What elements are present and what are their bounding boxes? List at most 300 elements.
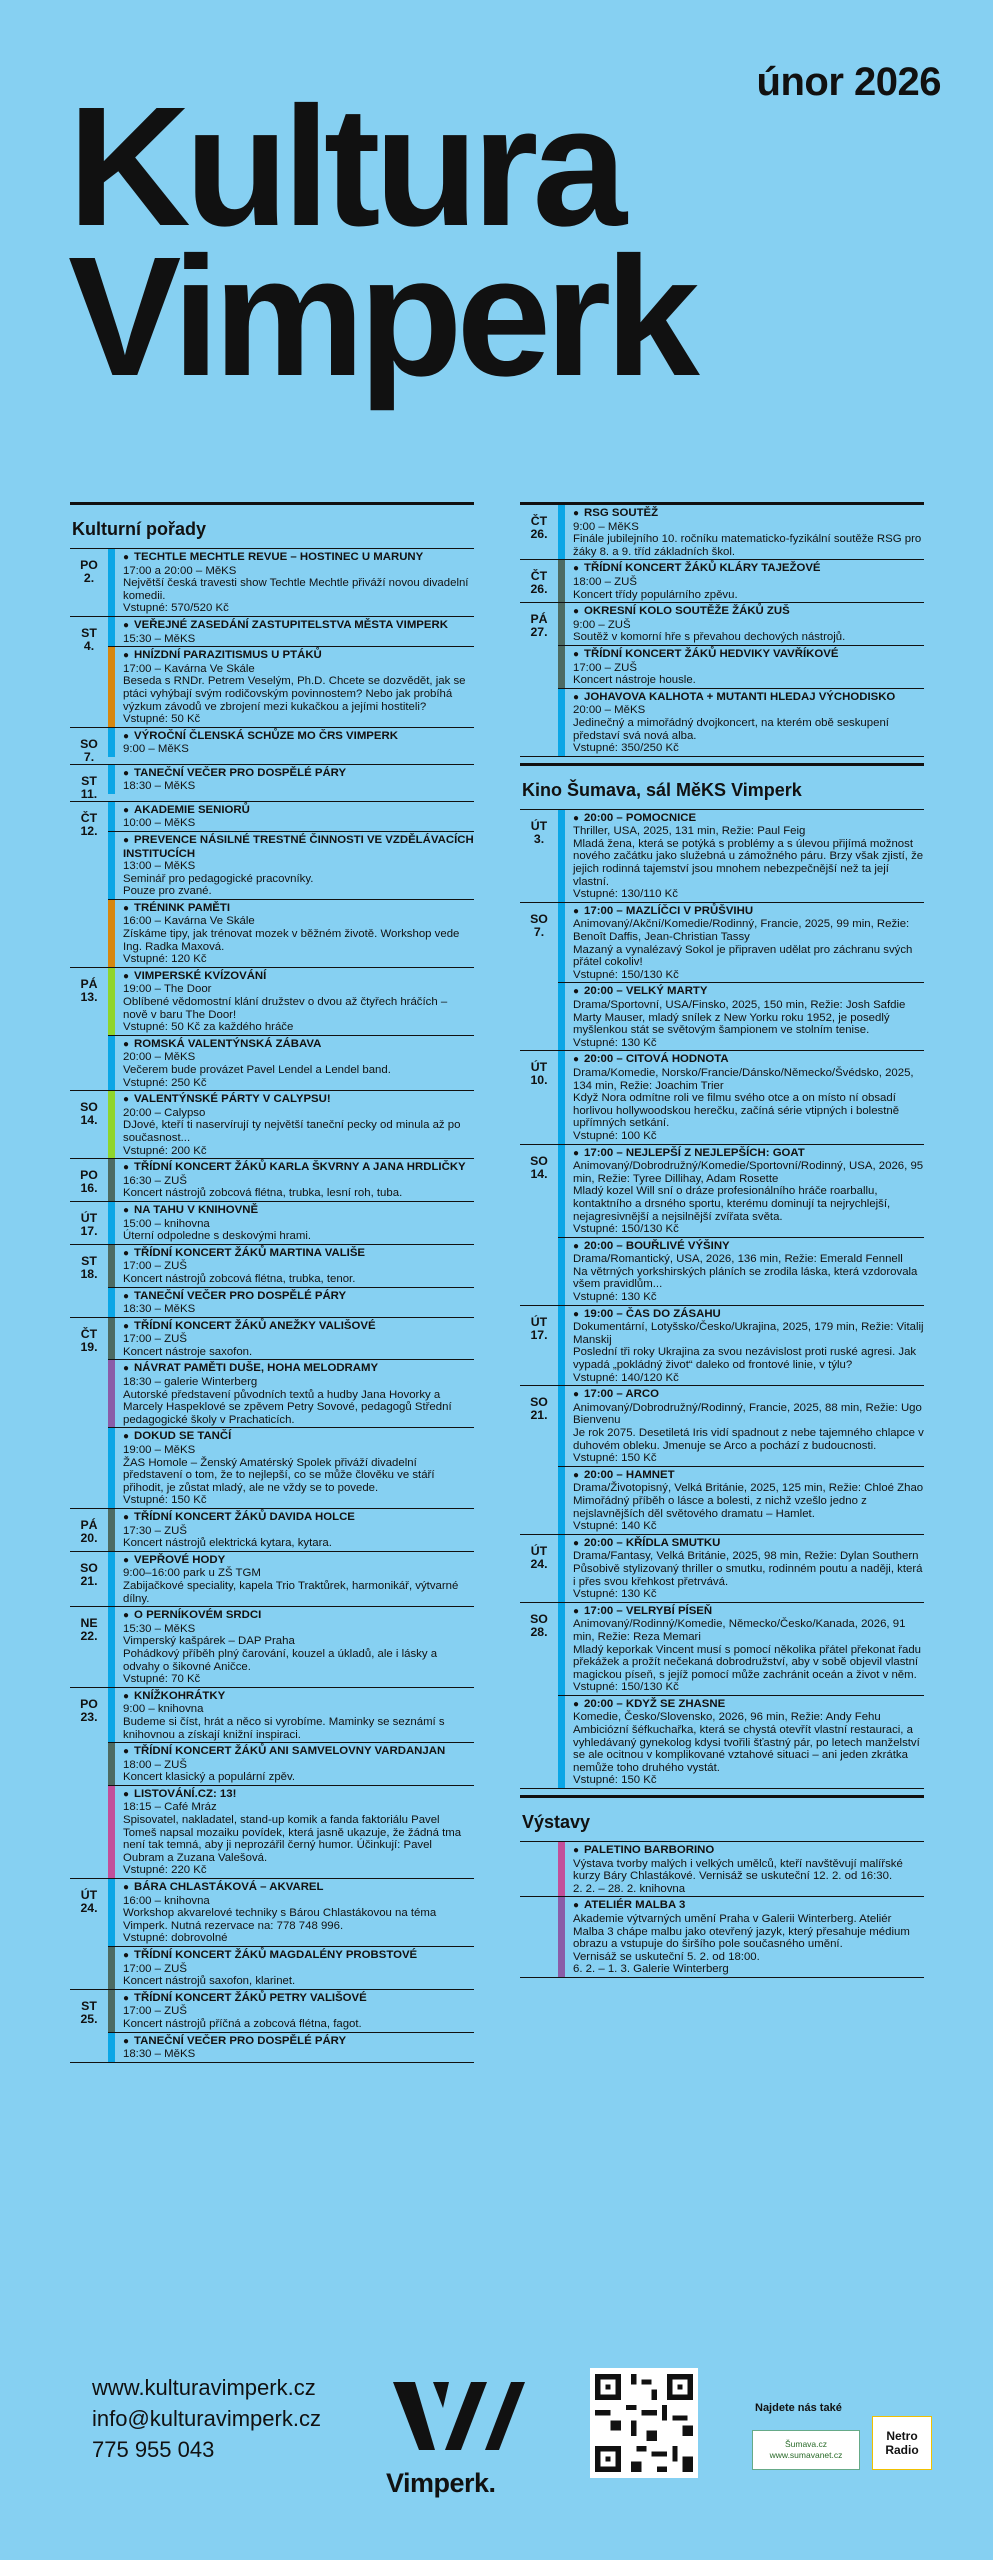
event-title: ● 17:00 – VELRYBÍ PÍSEŇ	[573, 1605, 924, 1619]
event-line: Koncert nástrojů zobcová flétna, trubka, tenor.	[123, 1272, 356, 1285]
event-line: 17:00 – ZUŠ	[123, 1260, 187, 1273]
event-line: 18:30 – MěKS	[123, 2048, 196, 2061]
event-item[interactable]	[558, 688, 924, 756]
event-item[interactable]	[108, 2032, 474, 2062]
event-line: Pohádkový příběh plný čarování, kouzel a úkladů, ale i lásky a odvahy o šikovné Aničce.	[123, 1647, 438, 1673]
day-block	[70, 802, 474, 968]
event-line: Spisovatel, nakladatel, stand-up komik a fanda faktoriálu Pavel Tomeš napsal mozaiku povídek, která jasně ukazuje, že žádná tma není tak temná, aby ji neprozářil černý humor. Účinkují: Pavel Oubram a Zuzana Valešová.	[123, 1814, 462, 1864]
title-line-2: Vimperk	[68, 222, 694, 412]
event-item[interactable]	[108, 1287, 474, 1317]
event-line: 17:00 a 20:00 – MěKS	[123, 564, 237, 577]
day-date-part: ÚT	[530, 1543, 548, 1558]
day-date-part: PO	[80, 1168, 98, 1183]
day-date-part: 4.	[83, 638, 95, 653]
event-body	[115, 1036, 474, 1090]
event-line: Budeme si číst, hrát a něco si vyrobíme. Maminky se seznámí s knihovnou a získají knižní inspiraci.	[123, 1715, 445, 1741]
event-line: Mladá žena, která se potýká s problémy a s úlevou přijímá možnost nového začátku jako služebná u zámožného páru. Brzy však zjistí, že jejich rodinná tajemství jsou mnohem nebezpečnější než ta její vlastní.	[573, 837, 924, 888]
event-line: Pouze pro zvané.	[123, 885, 212, 898]
event-title: ● VIMPERSKÉ KVÍZOVÁNÍ	[123, 970, 474, 984]
event-item[interactable]	[558, 505, 924, 559]
event-line: Thriller, USA, 2025, 131 min, Režie: Paul Feig	[573, 825, 806, 838]
event-line: Soutěž v komorní hře s převahou dechových nástrojů.	[573, 631, 846, 644]
email-link[interactable]: info@kulturavimperk.cz	[92, 2406, 321, 2431]
event-line: ŽAS Homole – Ženský Amatérský Spolek přiváží divadelní představení o tom, že to nejlepší, co se může člověku ve stáří přihodit, je zůstat mladý, ale ne vždy se to povede.	[123, 1456, 435, 1494]
event-line: Vstupné: 50 Kč za každého hráče	[123, 1021, 294, 1034]
partners-label: Najdete nás také	[755, 2402, 842, 2414]
day-date	[520, 810, 558, 902]
event-line: 9:00 – MěKS	[123, 743, 189, 756]
event-line: Poslední tři roky Ukrajina za svou nezávislost proti ruské agresi. Jak vypadá „pokládný život“ daleko od frontové linie, v týlu?	[573, 1346, 917, 1372]
event-line: Koncert klasický a populární zpěv.	[123, 1771, 295, 1784]
exhibition-events	[558, 1897, 924, 1977]
event-title: ● TŘÍDNÍ KONCERT ŽÁKŮ KLÁRY TAJEŽOVÉ	[573, 562, 924, 576]
event-item[interactable]	[108, 1509, 474, 1551]
day-events	[558, 1306, 924, 1386]
day-events	[108, 968, 474, 1090]
kino-day-list	[520, 810, 924, 1789]
phone-number: 775 955 043	[92, 2437, 215, 2462]
event-line: 17:00 – ZUŠ	[573, 661, 637, 674]
event-item[interactable]	[108, 728, 474, 757]
event-line: 9:00–16:00 park u ZŠ TGM	[123, 1567, 261, 1580]
day-date-part: 19.	[80, 1339, 98, 1354]
event-item[interactable]	[108, 831, 474, 899]
event-item[interactable]	[558, 560, 924, 602]
event-title: ● TŘÍDNÍ KONCERT ŽÁKŮ ANI SAMVELOVNY VARDANJAN	[123, 1745, 474, 1759]
event-item[interactable]	[108, 1359, 474, 1427]
day-date-part: PO	[80, 1696, 98, 1711]
event-line: Mimořádný příběh o lásce a bolesti, z nichž vzešlo jedno z nejslavnějších děl světového dramatu – Hamlet.	[573, 1494, 867, 1520]
event-line: 13:00 – MěKS	[123, 860, 196, 873]
partner-radio-logo[interactable]: Netro Radio	[872, 2416, 932, 2470]
event-title: ● VALENTÝNSKÉ PÁRTY V CALYPSU!	[123, 1093, 474, 1107]
day-date-part: SO	[530, 1395, 548, 1410]
event-body	[565, 1145, 924, 1237]
day-block	[70, 617, 474, 728]
event-body	[565, 646, 924, 688]
day-date-part: 7.	[533, 924, 545, 939]
event-title: ● TANEČNÍ VEČER PRO DOSPĚLÉ PÁRY	[123, 2035, 474, 2049]
day-date-part: ÚT	[530, 1060, 548, 1075]
event-title: ● VÝROČNÍ ČLENSKÁ SCHŮZE MO ČRS VIMPERK	[123, 730, 474, 744]
day-date-part: PO	[80, 558, 98, 572]
event-body	[565, 1051, 924, 1143]
event-title: ● 20:00 – KDYŽ SE ZHASNE	[573, 1698, 924, 1712]
event-body	[115, 2033, 474, 2062]
event-line: Večerem bude provázet Pavel Lendel a Lendel band.	[123, 1064, 391, 1076]
event-title: ● VEŘEJNÉ ZASEDÁNÍ ZASTUPITELSTVA MĚSTA VIMPERK	[123, 619, 474, 633]
event-line: Workshop akvarelové techniky s Bárou Chlastákovou na téma Vimperk. Nutná rezervace na: 778 748 996.	[123, 1907, 437, 1932]
event-item[interactable]	[108, 1688, 474, 1742]
day-date	[520, 560, 558, 602]
event-title: ● 17:00 – NEJLEPŠÍ Z NEJLEPŠÍCH: GOAT	[573, 1147, 924, 1161]
event-item[interactable]	[108, 1742, 474, 1785]
event-item[interactable]	[558, 603, 924, 645]
day-date-part: ČT	[530, 569, 548, 584]
event-body	[115, 968, 474, 1035]
event-body	[115, 549, 474, 616]
day-events	[558, 810, 924, 902]
event-title: ● TŘÍDNÍ KONCERT ŽÁKŮ PETRY VALIŠOVÉ	[123, 1992, 474, 2006]
event-color-bar	[108, 802, 115, 831]
event-line: Vstupné: 220 Kč	[123, 1864, 207, 1877]
event-item[interactable]	[108, 1202, 474, 1244]
event-item[interactable]	[558, 1842, 924, 1896]
day-date-part: 7.	[83, 749, 95, 764]
day-date-part: 10.	[530, 1073, 548, 1088]
event-color-bar	[108, 1607, 115, 1687]
day-date-part: 26.	[530, 527, 548, 541]
event-title: ● OKRESNÍ KOLO SOUTĚŽE ŽÁKŮ ZUŠ	[573, 605, 924, 619]
event-color-bar	[108, 1288, 115, 1317]
event-item[interactable]	[108, 1552, 474, 1606]
day-date-part: 21.	[530, 1408, 548, 1423]
event-body	[565, 1603, 924, 1695]
event-line: 20:00 – MěKS	[123, 1051, 196, 1064]
event-body	[115, 1428, 474, 1508]
event-line: Výstava tvorby malých i velkých umělců, kteří navštěvují malířské kurzy Báry Chlastákové. Vernisáž se uskuteční 12. 2. od 16:30.	[573, 1857, 903, 1883]
event-line: Je rok 2075. Desetiletá Iris vidí spadnout z nebe tajemného chlapce v duhovém obleku. Jmenuje se Arco a pochází z budoucnosti.	[573, 1427, 924, 1452]
event-line: 17:00 – ZUŠ	[123, 2005, 187, 2018]
event-title: ● TŘÍDNÍ KONCERT ŽÁKŮ MARTINA VALIŠE	[123, 1247, 474, 1261]
event-item[interactable]	[108, 1091, 474, 1158]
day-block	[70, 1509, 474, 1552]
event-body	[565, 1386, 924, 1466]
event-color-bar	[108, 765, 115, 794]
event-line: Seminář pro pedagogické pracovníky.	[123, 872, 314, 885]
event-line: Animovaný/Rodinný/Komedie, Německo/Česko/Kanada, 2026, 91 min, Režie: Reza Memari	[573, 1618, 906, 1643]
day-date-part: 14.	[80, 1113, 98, 1128]
event-title: ● TANEČNÍ VEČER PRO DOSPĚLÉ PÁRY	[123, 767, 474, 781]
day-date	[70, 1509, 108, 1551]
day-date-part: 11.	[80, 786, 98, 801]
event-item[interactable]	[558, 1897, 924, 1977]
day-block	[520, 903, 924, 1052]
event-line: Na větrných yorkshirských pláních se zrodila láska, která vzdorovala všem pravidlům...	[573, 1265, 918, 1291]
day-date	[70, 1688, 108, 1878]
event-color-bar	[108, 832, 115, 899]
event-line: Koncert nástrojů příčná a zobcová flétna, fagot.	[123, 2017, 362, 2030]
event-item[interactable]	[108, 1427, 474, 1508]
day-date	[70, 1159, 108, 1201]
section-heading-kino: Kino Šumava, sál MěKS Vimperk	[520, 763, 924, 810]
day-events	[108, 1688, 474, 1878]
event-color-bar	[558, 646, 565, 688]
event-item[interactable]	[558, 982, 924, 1050]
event-body	[565, 1306, 924, 1386]
event-line: Vstupné: 150 Kč	[573, 1774, 657, 1787]
day-date-part: 22.	[80, 1629, 98, 1644]
event-line: Vstupné: 150/130 Kč	[573, 1681, 679, 1694]
event-color-bar	[558, 505, 565, 559]
vimperk-logo-icon	[385, 2362, 525, 2482]
event-body	[115, 1202, 474, 1244]
day-block	[70, 728, 474, 765]
event-line: Mazaný a vynalézavý Sokol je připraven udělat pro záchranu svých přátel cokoliv!	[573, 943, 913, 969]
day-block	[70, 1245, 474, 1318]
day-date-part: 21.	[80, 1573, 98, 1588]
event-line: 18:00 – ZUŠ	[123, 1758, 187, 1771]
event-body	[565, 903, 924, 983]
event-body	[565, 1467, 924, 1534]
right-column	[520, 502, 924, 1978]
event-item[interactable]	[108, 549, 474, 616]
qr-code-icon[interactable]	[590, 2368, 698, 2478]
day-block	[70, 1552, 474, 1607]
day-events	[108, 765, 474, 801]
event-color-bar	[558, 1386, 565, 1466]
event-line: Koncert nástrojů zobcová flétna, trubka, lesní roh, tuba.	[123, 1187, 403, 1200]
event-item[interactable]	[108, 802, 474, 831]
day-block	[520, 560, 924, 603]
day-date-part: SO	[80, 1100, 98, 1115]
day-block	[520, 1535, 924, 1603]
event-title: ● NA TAHU V KNIHOVNĚ	[123, 1204, 474, 1218]
event-line: Vstupné: 150/130 Kč	[573, 1223, 679, 1236]
event-color-bar	[558, 603, 565, 645]
day-events	[108, 1091, 474, 1158]
event-item[interactable]	[108, 1990, 474, 2032]
day-date	[70, 1879, 108, 1989]
day-events	[558, 1145, 924, 1305]
event-line: 18:30 – MěKS	[123, 1303, 196, 1316]
event-line: 16:00 – Kavárna Ve Skále	[123, 915, 255, 928]
event-item[interactable]	[558, 1306, 924, 1386]
event-body	[115, 1091, 474, 1158]
day-events	[108, 1509, 474, 1551]
day-date-part: ÚT	[80, 1210, 98, 1225]
day-date-part: 24.	[530, 1556, 548, 1571]
day-date-part: ÚT	[80, 1888, 98, 1903]
event-line: Vstupné: 130 Kč	[573, 1036, 657, 1049]
event-item[interactable]	[108, 968, 474, 1035]
day-events	[108, 1245, 474, 1317]
event-line: 20:00 – Calypso	[123, 1106, 206, 1119]
event-item[interactable]	[108, 1159, 474, 1201]
event-line: 9:00 – knihovna	[123, 1703, 204, 1716]
day-date-part: SO	[80, 1560, 98, 1575]
event-line: Vstupné: 150 Kč	[573, 1452, 657, 1465]
day-date	[70, 728, 108, 764]
day-block	[70, 1607, 474, 1688]
event-item[interactable]	[558, 1535, 924, 1602]
day-date-part: 14.	[530, 1166, 548, 1181]
website-link[interactable]: www.kulturavimperk.cz	[92, 2375, 316, 2400]
day-block	[70, 1159, 474, 1202]
event-title: ● 20:00 – POMOCNICE	[573, 812, 924, 826]
day-date-part: 25.	[80, 2011, 98, 2026]
event-item[interactable]	[558, 1145, 924, 1237]
event-body	[565, 689, 924, 756]
event-color-bar	[558, 983, 565, 1050]
day-block	[520, 1603, 924, 1789]
event-item[interactable]	[108, 1785, 474, 1878]
partner-sumava-logo[interactable]: Šumava.cz www.sumavanet.cz	[752, 2430, 860, 2470]
event-item[interactable]	[558, 1051, 924, 1143]
event-line: 17:00 – ZUŠ	[123, 1962, 187, 1975]
event-title: ● HNÍZDNÍ PARAZITISMUS U PTÁKŮ	[123, 649, 474, 663]
event-title: ● KNÍŽKOHRÁTKY	[123, 1690, 474, 1704]
event-item[interactable]	[108, 899, 474, 967]
footer	[0, 2350, 993, 2550]
event-color-bar	[108, 2033, 115, 2062]
event-title: ● LISTOVÁNÍ.CZ: 13!	[123, 1788, 474, 1802]
day-date-part: 27.	[530, 625, 548, 640]
day-date	[70, 1091, 108, 1158]
event-item[interactable]	[558, 1237, 924, 1305]
event-body	[565, 1535, 924, 1602]
event-line: 20:00 – MěKS	[573, 704, 646, 717]
event-line: 17:30 – ZUŠ	[123, 1524, 187, 1537]
event-line: Autorské představení původních textů a hudby Jana Hovorky a Marcely Haspeklové se zpěvem Petry Sovové, pedagogů Střední pedagogické školy v Prachaticích.	[123, 1388, 452, 1426]
event-title: ● TŘÍDNÍ KONCERT ŽÁKŮ MAGDALÉNY PROBSTOVÉ	[123, 1949, 474, 1963]
event-body	[115, 1688, 474, 1742]
day-block	[520, 810, 924, 903]
event-line: 9:00 – MěKS	[573, 520, 639, 533]
event-title: ● 19:00 – ČAS DO ZÁSAHU	[573, 1308, 924, 1322]
event-item[interactable]	[558, 903, 924, 983]
event-color-bar	[108, 1091, 115, 1158]
event-color-bar	[108, 1318, 115, 1360]
event-body	[565, 603, 924, 645]
event-color-bar	[558, 1051, 565, 1143]
event-item[interactable]	[108, 765, 474, 794]
section-heading-kulturni: Kulturní pořady	[70, 502, 474, 549]
day-date-part: SO	[530, 1611, 548, 1626]
day-block	[70, 1688, 474, 1879]
event-item[interactable]	[558, 1466, 924, 1534]
event-item[interactable]	[108, 617, 474, 646]
day-events	[558, 903, 924, 1051]
event-item[interactable]	[558, 810, 924, 902]
day-date	[520, 1603, 558, 1788]
day-events	[108, 1990, 474, 2062]
day-block	[70, 968, 474, 1091]
event-color-bar	[108, 1990, 115, 2032]
event-item[interactable]	[108, 1607, 474, 1687]
event-color-bar	[558, 560, 565, 602]
event-line: Animovaný/Dobrodružný/Komedie/Sportovní/Rodinný, USA, 2026, 95 min, Režie: Tyree Dillihay, Adam Rosette	[573, 1160, 924, 1185]
day-events	[108, 1202, 474, 1244]
event-color-bar	[108, 1159, 115, 1201]
event-title: ● 20:00 – KŘÍDLA SMUTKU	[573, 1537, 924, 1551]
event-body	[115, 647, 474, 727]
day-date-part: ST	[81, 625, 97, 640]
exhibition-block	[520, 1842, 924, 1897]
event-line: Ambiciózní šéfkuchařka, která se chystá otevřít vlastní restauraci, a vyhledávaný gynekolog kdysi tvořili šťastný pár, po letech manželství se ale ocitnou v komplikované vztahové situaci – ani jeden zkrátka nemůže toho druhého vystát.	[573, 1724, 920, 1774]
event-item[interactable]	[558, 1695, 924, 1788]
event-line: Vstupné: 100 Kč	[573, 1129, 657, 1142]
day-date-part: ÚT	[530, 1314, 548, 1329]
event-color-bar	[108, 549, 115, 616]
event-line: Vstupné: 150/130 Kč	[573, 968, 679, 981]
event-color-bar	[558, 1145, 565, 1237]
day-date	[520, 903, 558, 1051]
event-color-bar	[108, 1245, 115, 1287]
event-line: Získáme tipy, jak trénovat mozek v běžném životě. Workshop vede Ing. Radka Maxová.	[123, 928, 460, 953]
event-color-bar	[558, 689, 565, 756]
event-body	[115, 1947, 474, 1989]
event-color-bar	[108, 1786, 115, 1878]
event-color-bar	[558, 1535, 565, 1602]
day-events	[108, 1159, 474, 1201]
event-color-bar	[558, 903, 565, 983]
day-date-part: NE	[80, 1616, 98, 1631]
day-events	[558, 1535, 924, 1602]
event-body	[565, 810, 924, 902]
event-item[interactable]	[108, 1946, 474, 1989]
day-block	[70, 549, 474, 617]
event-item[interactable]	[108, 1879, 474, 1946]
event-item[interactable]	[108, 1318, 474, 1360]
day-date-part: ČT	[530, 514, 548, 528]
event-body	[115, 1288, 474, 1317]
day-block	[70, 1879, 474, 1990]
event-item[interactable]	[108, 1245, 474, 1287]
day-date	[520, 1535, 558, 1602]
event-body	[565, 983, 924, 1050]
event-body	[115, 1786, 474, 1878]
day-block	[70, 1202, 474, 1245]
day-date-part: ST	[81, 773, 97, 788]
event-body	[565, 1238, 924, 1305]
event-line: 9:00 – ZUŠ	[573, 618, 631, 631]
event-item[interactable]	[558, 645, 924, 688]
event-line: 15:00 – knihovna	[123, 1217, 210, 1230]
event-item[interactable]	[108, 1035, 474, 1090]
day-date-part: 26.	[530, 582, 548, 597]
event-line: Vstupné: 200 Kč	[123, 1144, 207, 1157]
event-line: Drama/Komedie, Norsko/Francie/Dánsko/Německo/Švédsko, 2025, 134 min, Režie: Joachim Trier	[573, 1066, 914, 1092]
event-item[interactable]	[558, 1603, 924, 1695]
day-events	[558, 560, 924, 602]
day-date-part: 16.	[80, 1181, 98, 1196]
event-line: Vstupné: 350/250 Kč	[573, 742, 679, 755]
event-color-bar	[108, 1879, 115, 1946]
event-title: ● 17:00 – ARCO	[573, 1388, 924, 1402]
event-color-bar	[108, 900, 115, 967]
event-body	[565, 1696, 924, 1788]
event-line: Drama/Životopisný, Velká Británie, 2025, 125 min, Režie: Chloé Zhao	[573, 1482, 924, 1495]
day-date-part: 24.	[80, 1901, 98, 1916]
event-line: Animovaný/Dobrodružný/Rodinný, Francie, 2025, 88 min, Režie: Ugo Bienvenu	[573, 1401, 922, 1427]
day-date-part: ST	[81, 1253, 97, 1268]
event-body	[115, 1509, 474, 1551]
day-date	[70, 1552, 108, 1606]
day-date-part: 28.	[530, 1624, 548, 1639]
event-title: ● 20:00 – HAMNET	[573, 1469, 924, 1483]
event-line: Úterní odpoledne s deskovými hrami.	[123, 1230, 312, 1243]
event-item[interactable]	[108, 646, 474, 727]
event-title: ● TŘÍDNÍ KONCERT ŽÁKŮ DAVIDA HOLCE	[123, 1511, 474, 1525]
exhibition-events	[558, 1842, 924, 1896]
event-item[interactable]	[558, 1386, 924, 1466]
event-color-bar	[108, 1947, 115, 1989]
event-line: 6. 2. – 1. 3. Galerie Winterberg	[573, 1963, 729, 1976]
event-color-bar	[558, 1603, 565, 1695]
event-body	[115, 1990, 474, 2032]
event-title: ● TANEČNÍ VEČER PRO DOSPĚLÉ PÁRY	[123, 1290, 474, 1304]
event-body	[115, 1360, 474, 1427]
event-title: ● NÁVRAT PAMĚTI DUŠE, HOHA MELODRAMY	[123, 1362, 474, 1376]
event-line: DJové, kteří ti naservírují ty největší taneční pecky od minula až po současnost...	[123, 1119, 461, 1144]
day-block	[520, 1386, 924, 1535]
event-color-bar	[558, 1842, 565, 1896]
day-events	[558, 1386, 924, 1534]
day-date	[70, 1318, 108, 1508]
day-date	[70, 549, 108, 616]
event-color-bar	[108, 1552, 115, 1606]
